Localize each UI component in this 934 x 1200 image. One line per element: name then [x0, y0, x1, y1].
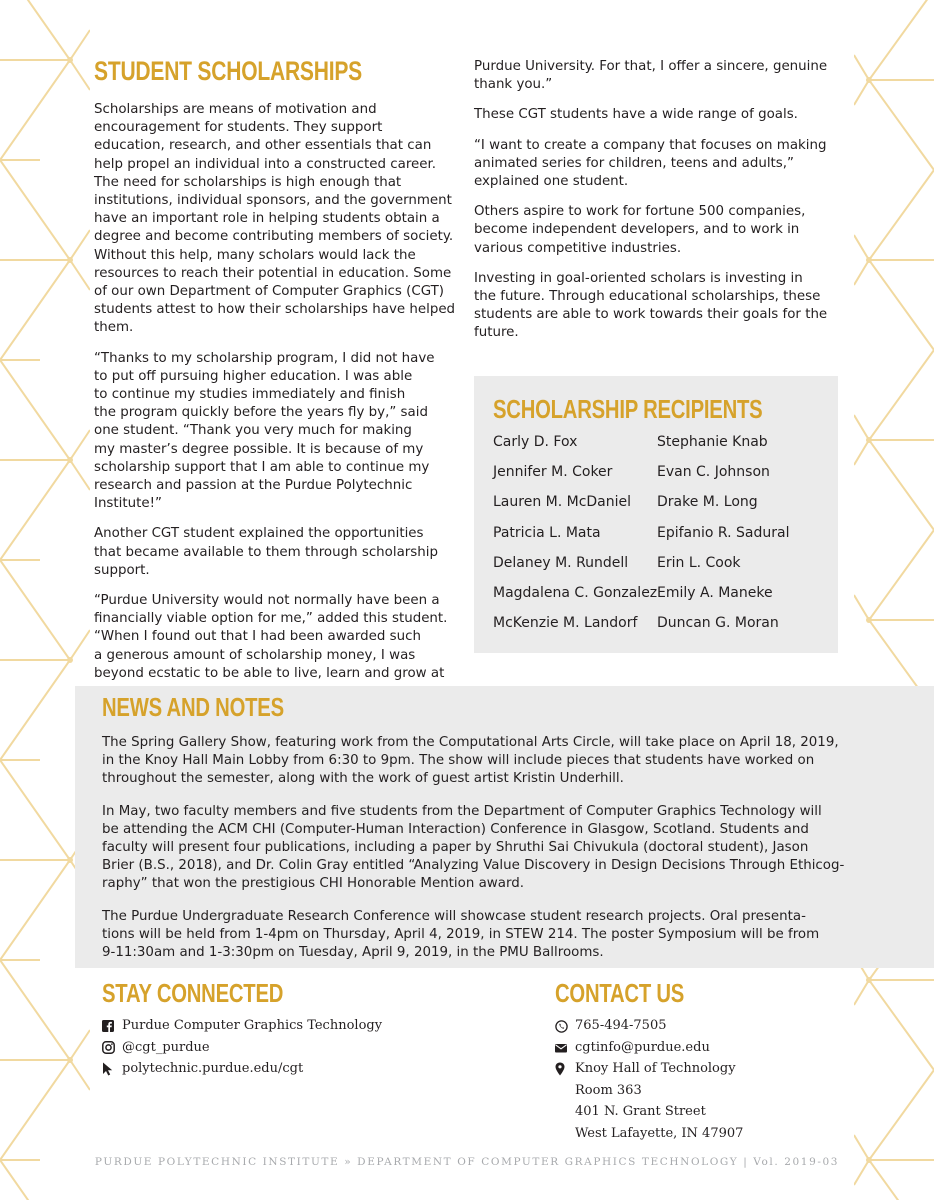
address-city: West Lafayette, IN 47907 [575, 1125, 744, 1141]
contact-email-text: cgtinfo@purdue.edu [575, 1039, 710, 1055]
news-paragraph: The Purdue Undergraduate Research Conference will showcase student research projects. Oral presenta- tions will be held from 1-4pm on Thursday, April 4, 2019, in STEW 214. The poster Symposium will be from 9-11:30am and 1-3:30pm on Tuesday, April 9, 2019, in the PMU Ballrooms. [102, 908, 820, 961]
scholarships-paragraph: “Purdue University would not normally have been a financially viable option for me,” added this student. “When I found out that I had been awarded such a generous amount of scholarship money, I was beyond ecstatic to be able to live, learn and grow at [94, 593, 448, 681]
facebook-link-text: Purdue Computer Graphics Technology [122, 1018, 383, 1033]
left-decorative-pattern [0, 0, 90, 1200]
address-building: Knoy Hall of Technology [575, 1061, 736, 1076]
scholarships-paragraph: Investing in goal-oriented scholars is investing in the future. Through educational scholarships, these students are able to work towards their goals for the future. [474, 270, 828, 341]
scholarships-paragraph: Scholarships are means of motivation and encouragement for students. They support education, research, and other essentials that can help propel an individual into a constructed career. The need for scholarships is high enough that institutions, individual sponsors, and the government have an important role in helping students obtain a degree and become contributing members of society. Without this help, many scholars would lack the resources to reach their potential in education. Some of our own Department of Computer Graphics (CGT) students attest to how their scholarships have helped them. [94, 102, 456, 336]
cursor-icon [102, 1060, 122, 1078]
instagram-icon [102, 1039, 122, 1057]
recipient-name: Magdalena C. Gonzalez [493, 584, 658, 601]
contact-us-section [555, 978, 885, 1146]
recipients-heading: SCHOLARSHIP RECIPIENTS [493, 394, 763, 424]
recipient-name: Carly D. Fox [493, 434, 578, 450]
contact-heading: CONTACT US [555, 978, 685, 1008]
address-street: 401 N. Grant Street [575, 1104, 706, 1119]
contact-address-line [555, 1125, 885, 1147]
news-and-notes-panel [75, 686, 934, 968]
scholarships-right-column [474, 58, 839, 355]
website-link[interactable] [102, 1060, 482, 1082]
news-heading: NEWS AND NOTES [102, 692, 284, 722]
recipient-name: Patricia L. Mata [493, 524, 601, 541]
contact-address-line [555, 1082, 885, 1104]
recipient-name: McKenzie M. Landorf [493, 615, 638, 632]
contact-address-line [555, 1103, 885, 1125]
contact-email[interactable] [555, 1039, 885, 1061]
scholarships-left-column [94, 56, 464, 695]
news-paragraph: In May, two faculty members and five students from the Department of Computer Graphics Technology will be attending the ACM CHI (Computer-Human Interaction) Conference in Glasgow, Scotland. Students and faculty will present four publications, including a paper by Shruthi Sai Chivukula (doctoral student), Jason Brier (B.S., 2018), and Dr. Colin Gray entitled “Analyzing Value Discovery in Design Decisions Through Ethicog- raphy” that won the prestigious CHI Honorable Mention award. [102, 803, 845, 892]
instagram-link[interactable] [102, 1039, 482, 1061]
location-pin-icon [555, 1060, 575, 1078]
instagram-link-text: @cgt_purdue [122, 1039, 210, 1055]
recipient-name: Epifanio R. Sadural [657, 524, 790, 541]
recipient-name: Stephanie Knab [657, 434, 768, 450]
news-paragraph: The Spring Gallery Show, featuring work from the Computational Arts Circle, will take place on April 18, 2019, in the Knoy Hall Main Lobby from 6:30 to 9pm. The show will include pieces that students have worked on throughout the semester, along with the work of guest artist Kristin Underhill. [102, 735, 839, 787]
scholarships-paragraph: These CGT students have a wide range of goals. [474, 107, 798, 123]
envelope-icon [555, 1039, 575, 1057]
news-body [102, 734, 862, 976]
recipients-list-column-2 [657, 432, 790, 643]
contact-phone[interactable] [555, 1017, 885, 1039]
website-link-text: polytechnic.purdue.edu/cgt [122, 1061, 304, 1076]
recipients-list-column-1 [493, 432, 657, 643]
facebook-link[interactable] [102, 1017, 482, 1039]
page-footer: PURDUE POLYTECHNIC INSTITUTE » DEPARTMENT OF COMPUTER GRAPHICS TECHNOLOGY | Vol. 2019-03 [94, 1156, 840, 1168]
contact-phone-text: 765-494-7505 [575, 1018, 667, 1033]
scholarships-paragraph: Purdue University. For that, I offer a sincere, genuine thank you.” [474, 59, 828, 93]
recipient-name: Erin L. Cook [657, 554, 741, 571]
recipient-name: Duncan G. Moran [657, 615, 779, 632]
recipient-name: Delaney M. Rundell [493, 554, 629, 571]
scholarships-paragraph: Another CGT student explained the opportunities that became available to them through scholarship support. [94, 526, 438, 578]
recipient-name: Drake M. Long [657, 494, 758, 511]
scholarships-paragraph: “I want to create a company that focuses on making animated series for children, teens and adults,” explained one student. [474, 137, 827, 190]
scholarships-paragraph: “Thanks to my scholarship program, I did not have to put off pursuing higher education. I was able to continue my studies immediately and finish the program quickly before the years fly by,” said one student. “Thank you very much for making my master’s degree possible. It is because of my scholarship support that I am able to continue my research and passion at the Purdue Polytechnic Institute!” [94, 350, 435, 512]
scholarships-paragraph: Others aspire to work for fortune 500 companies, become independent developers, and to work in various competitive industries. [474, 204, 806, 256]
phone-icon [555, 1017, 575, 1035]
stay-connected-heading: STAY CONNECTED [102, 978, 284, 1008]
contact-address-line [555, 1060, 885, 1082]
recipient-name: Lauren M. McDaniel [493, 494, 632, 511]
scholarships-heading: STUDENT SCHOLARSHIPS [94, 56, 362, 86]
facebook-icon [102, 1017, 122, 1035]
recipient-name: Jennifer M. Coker [493, 464, 613, 481]
scholarship-recipients-panel [474, 376, 838, 653]
recipient-name: Emily A. Maneke [657, 584, 773, 601]
address-room: Room 363 [575, 1082, 642, 1098]
recipient-name: Evan C. Johnson [657, 464, 770, 481]
stay-connected-section [102, 978, 482, 1082]
